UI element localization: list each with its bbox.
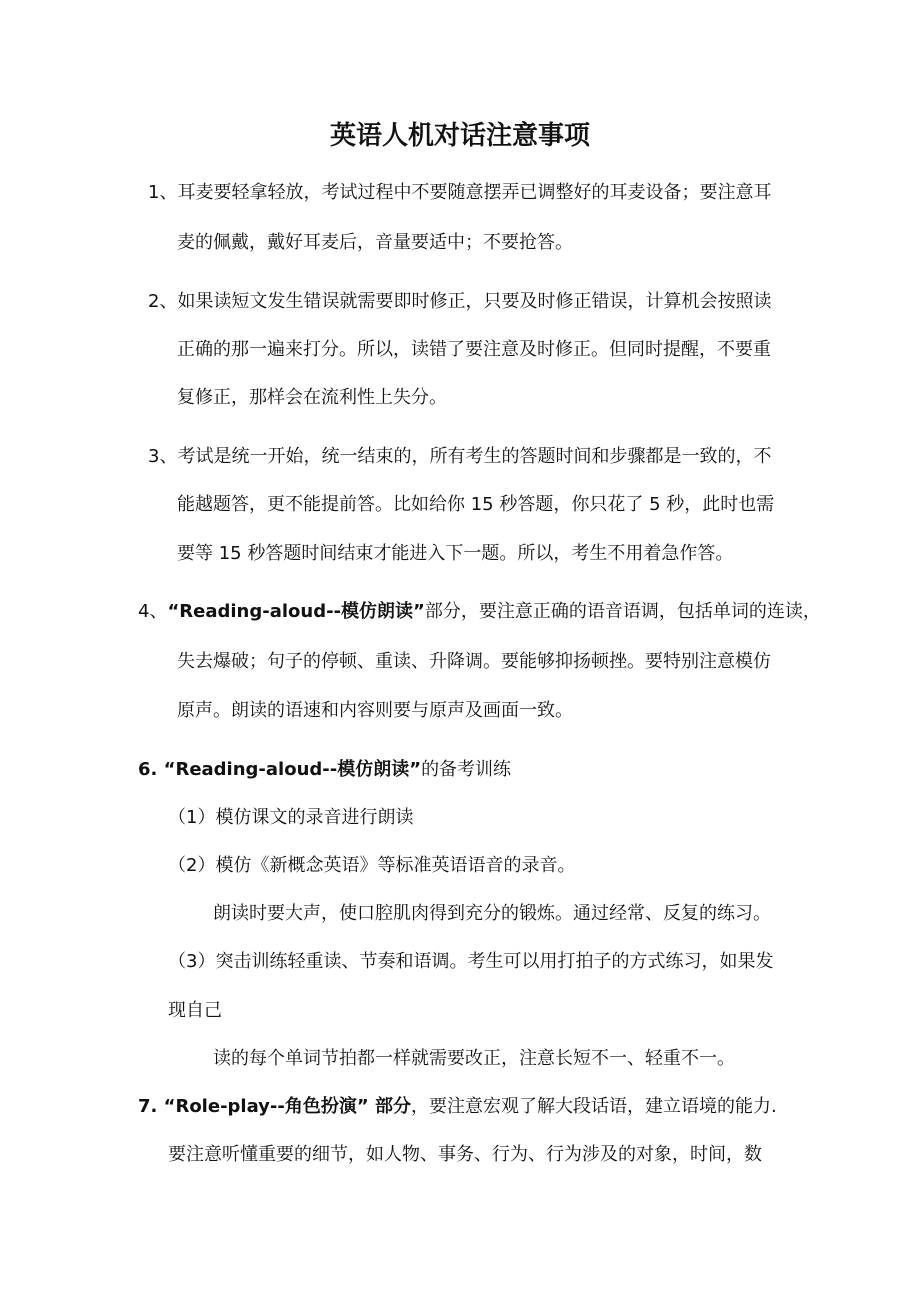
item-7-heading-rest: ，要注意宏观了解大段话语，建立语境的能力. — [410, 1096, 777, 1117]
item-6-sub-2: （2）模仿《新概念英语》等标准英语语音的录音。 — [168, 855, 576, 876]
item-6-heading-line — [138, 755, 511, 785]
item-3-line-2: 能越题答，更不能提前答。比如给你 15 秒答题，你只花了 5 秒，此时也需 — [177, 494, 775, 515]
page-title: 英语人机对话注意事项 — [329, 121, 590, 151]
item-1-line-1: 1、耳麦要轻拿轻放，考试过程中不要随意摆弄已调整好的耳麦设备；要注意耳 — [148, 182, 772, 203]
item-6-heading: 6. “Reading-aloud--模仿朗读” — [138, 759, 422, 780]
item-7-line-2: 要注意听懂重要的细节，如人物、事务、行为、行为涉及的对象，时间，数 — [168, 1144, 762, 1165]
item-4-line-2: 失去爆破；句子的停顿、重读、升降调。要能够抑扬顿挫。要特别注意模仿 — [177, 651, 771, 672]
item-2-line-2: 正确的那一遍来打分。所以，读错了要注意及时修正。但同时提醒，不要重 — [177, 339, 771, 360]
item-6-sub-3-note: 读的每个单词节拍都一样就需要改正，注意长短不一、轻重不一。 — [213, 1048, 735, 1069]
item-3-line-1: 3、考试是统一开始，统一结束的，所有考生的答题时间和步骤都是一致的，不 — [148, 446, 772, 467]
item-4-line-3: 原声。朗读的语速和内容则要与原声及画面一致。 — [177, 700, 573, 721]
item-3-line-3: 要等 15 秒答题时间结束才能进入下一题。所以，考生不用着急作答。 — [177, 543, 734, 564]
item-4-heading-rest: 部分，要注意正确的语音语调，包括单词的连读， — [424, 601, 821, 622]
item-4-prefix: 4、 — [138, 601, 168, 622]
item-6-sub-1: （1）模仿课文的录音进行朗读 — [168, 807, 414, 828]
item-2-line-1: 2、如果读短文发生错误就需要即时修正，只要及时修正错误，计算机会按照读 — [148, 291, 772, 312]
item-6-sub-2-note: 朗读时要大声，使口腔肌肉得到充分的锻炼。通过经常、反复的练习。 — [213, 903, 771, 924]
item-4-heading: “Reading-aloud--模仿朗读” — [167, 601, 425, 622]
item-6-sub-3-line-1: （3）突击训练轻重读、节奏和语调。考生可以用打拍子的方式练习，如果发 — [168, 951, 774, 972]
item-7-heading: 7. “Role-play--角色扮演” 部分 — [138, 1096, 411, 1117]
item-6-sub-3-line-2: 现自己 — [168, 1000, 222, 1021]
item-6-heading-rest: 的备考训练 — [421, 759, 512, 780]
item-7-heading-line — [138, 1092, 777, 1122]
item-2-line-3: 复修正，那样会在流利性上失分。 — [177, 387, 447, 408]
item-4-line-1 — [138, 597, 821, 627]
item-1-line-2: 麦的佩戴，戴好耳麦后，音量要适中；不要抢答。 — [177, 232, 573, 253]
